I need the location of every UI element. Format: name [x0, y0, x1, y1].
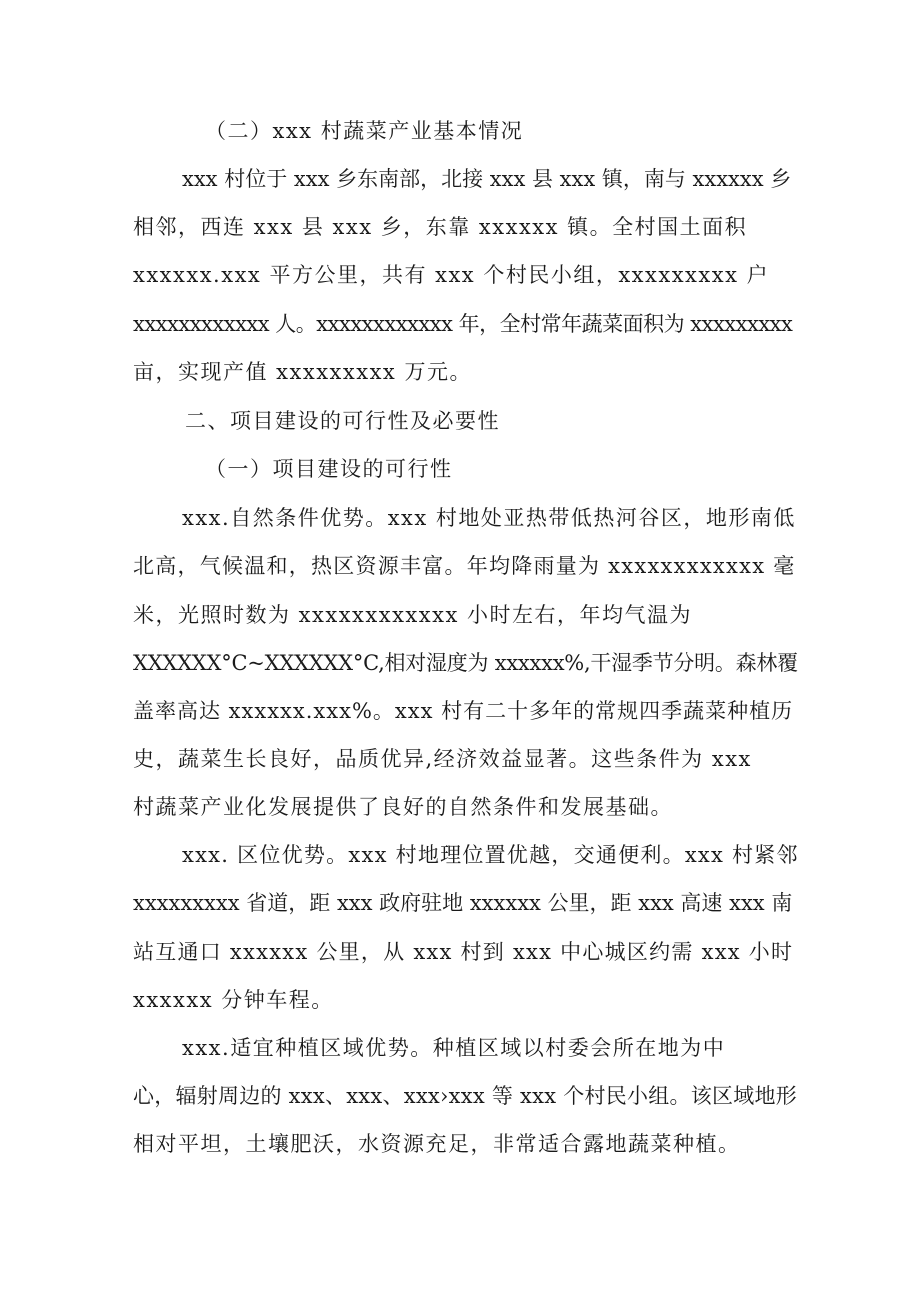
- paragraph-line: xxxxxx 分钟车程。: [133, 988, 334, 1012]
- paragraph-line: 亩，实现产值 xxxxxxxxx 万元。: [133, 360, 472, 384]
- paragraph-line: 盖率高达 xxxxxx.xxx%。xxx 村有二十多年的常规四季蔬菜种植历: [133, 699, 794, 723]
- paragraph-line: 村蔬菜产业化发展提供了良好的自然条件和发展基础。: [133, 795, 673, 819]
- paragraph-line: xxxxxxxxx 省道，距 xxx 政府驻地 xxxxxx 公里，距 xxx 高速 xxx 南: [133, 891, 793, 915]
- chapter-heading-feasibility-necessity: 二、项目建设的可行性及必要性: [185, 409, 500, 433]
- paragraph-line: 心，辐射周边的 xxx、xxx、xxx›xxx 等 xxx 个村民小组。该区域地形: [133, 1084, 797, 1108]
- paragraph-line: 史，蔬菜生长良好，品质优异,经济效益显著。这些条件为 xxx: [133, 747, 752, 771]
- paragraph-line: 米，光照时数为 xxxxxxxxxxxx 小时左右，年均气温为: [133, 603, 692, 627]
- paragraph-line: 相邻，西连 xxx 县 xxx 乡，东靠 xxxxxx 镇。全村国土面积: [133, 215, 748, 239]
- paragraph-line: xxxxxxxxxxxx 人。xxxxxxxxxxxx 年，全村常年蔬菜面积为 xxxxxxxxx: [133, 312, 793, 336]
- paragraph-line: 站互通口 xxxxxx 公里，从 xxx 村到 xxx 中心城区约需 xxx 小时: [133, 940, 794, 964]
- paragraph-line: XXXXXX°C~XXXXXX°C,相对湿度为 xxxxxx%,干湿季节分明。森林覆: [133, 651, 798, 675]
- paragraph-line: 相对平坦，土壤肥沃，水资源充足，非常适合露地蔬菜种植。: [133, 1132, 741, 1156]
- paragraph-line: xxx 村位于 xxx 乡东南部，北接 xxx 县 xxx 镇，南与 xxxxxx 乡: [182, 167, 792, 191]
- paragraph-line: 北高，气候温和，热区资源丰富。年均降雨量为 xxxxxxxxxxxx 毫: [133, 554, 796, 578]
- paragraph-line: xxx. 区位优势。xxx 村地理位置优越，交通便利。xxx 村紧邻: [182, 843, 799, 867]
- section-heading-basic-situation: （二）xxx 村蔬菜产业基本情况: [205, 119, 524, 143]
- section-heading-feasibility: （一）项目建设的可行性: [205, 457, 453, 481]
- paragraph-line: xxx.适宜种植区域优势。种植区域以村委会所在地为中: [182, 1036, 726, 1060]
- paragraph-line: xxx.自然条件优势。xxx 村地处亚热带低热河谷区，地形南低: [182, 506, 796, 530]
- paragraph-line: xxxxxx.xxx 平方公里，共有 xxx 个村民小组，xxxxxxxxx 户: [133, 263, 770, 287]
